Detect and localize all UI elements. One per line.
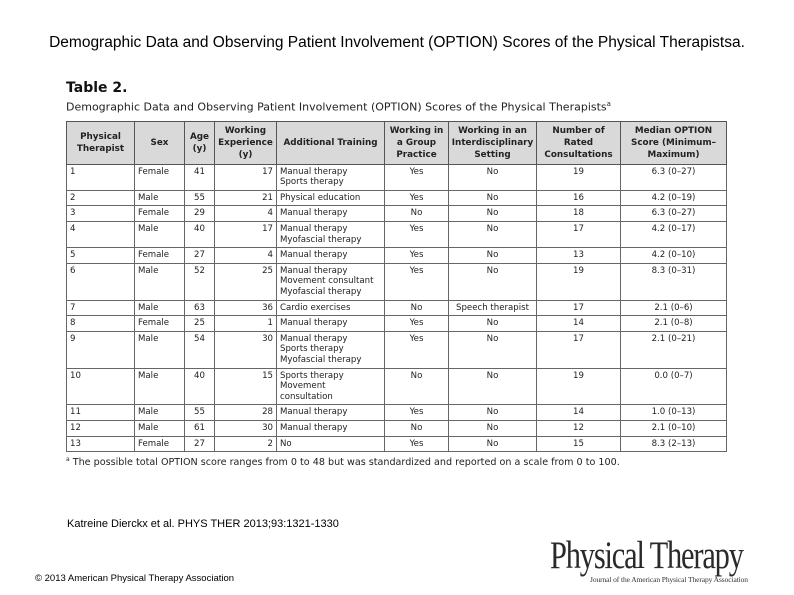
cell-training xyxy=(277,222,385,248)
cell-group-practice: Yes xyxy=(385,331,449,368)
training-item: No xyxy=(280,438,292,449)
cell-training xyxy=(277,405,385,421)
cell-age: 63 xyxy=(185,300,215,316)
table-row xyxy=(67,206,727,222)
cell-therapist: 5 xyxy=(67,248,135,264)
journal-logo-name: Physical Therapy xyxy=(550,534,743,577)
cell-consultations: 17 xyxy=(537,222,621,248)
training-item: Movement consultation xyxy=(280,381,333,402)
training-item: Manual therapy xyxy=(280,265,348,276)
cell-sex: Male xyxy=(135,190,185,206)
table-row xyxy=(67,222,727,248)
table-row xyxy=(67,190,727,206)
cell-age: 27 xyxy=(185,436,215,452)
table-row xyxy=(67,300,727,316)
cell-option-score: 2.1 (0–6) xyxy=(621,300,727,316)
table-row xyxy=(67,164,727,190)
cell-sex: Male xyxy=(135,263,185,300)
table-row xyxy=(67,331,727,368)
training-item: Movement consultant xyxy=(280,276,374,287)
cell-consultations: 13 xyxy=(537,248,621,264)
cell-consultations: 15 xyxy=(537,436,621,452)
cell-interdisciplinary: No xyxy=(449,331,537,368)
cell-age: 29 xyxy=(185,206,215,222)
cell-therapist: 13 xyxy=(67,436,135,452)
cell-option-score: 4.2 (0–10) xyxy=(621,248,727,264)
cell-group-practice: No xyxy=(385,300,449,316)
cell-therapist: 2 xyxy=(67,190,135,206)
cell-group-practice: Yes xyxy=(385,263,449,300)
cell-group-practice: Yes xyxy=(385,248,449,264)
header-row xyxy=(67,121,727,164)
cell-group-practice: No xyxy=(385,206,449,222)
cell-option-score: 8.3 (2–13) xyxy=(621,436,727,452)
cell-therapist: 3 xyxy=(67,206,135,222)
cell-training xyxy=(277,248,385,264)
copyright-notice: © 2013 American Physical Therapy Association xyxy=(35,573,235,584)
header-physical-therapist: Physical Therapist xyxy=(67,121,135,164)
cell-sex: Female xyxy=(135,164,185,190)
demographic-data-table xyxy=(66,121,727,452)
cell-sex: Female xyxy=(135,206,185,222)
training-item: Sports therapy xyxy=(280,370,344,381)
header-age: Age (y) xyxy=(185,121,215,164)
cell-sex: Male xyxy=(135,368,185,405)
cell-option-score: 4.2 (0–17) xyxy=(621,222,727,248)
cell-sex: Female xyxy=(135,248,185,264)
cell-therapist: 8 xyxy=(67,316,135,332)
cell-consultations: 14 xyxy=(537,405,621,421)
training-item: Manual therapy xyxy=(280,333,348,344)
cell-training xyxy=(277,316,385,332)
table-row xyxy=(67,436,727,452)
cell-option-score: 1.0 (0–13) xyxy=(621,405,727,421)
table-row xyxy=(67,405,727,421)
cell-interdisciplinary: No xyxy=(449,206,537,222)
table-row xyxy=(67,263,727,300)
cell-option-score: 8.3 (0–31) xyxy=(621,263,727,300)
table-footnote xyxy=(66,456,726,468)
journal-logo xyxy=(550,536,784,586)
footnote-mark: a xyxy=(66,456,70,464)
cell-group-practice: Yes xyxy=(385,436,449,452)
cell-therapist: 11 xyxy=(67,405,135,421)
cell-experience: 30 xyxy=(215,331,277,368)
cell-age: 27 xyxy=(185,248,215,264)
cell-sex: Female xyxy=(135,316,185,332)
cell-therapist: 7 xyxy=(67,300,135,316)
cell-consultations: 19 xyxy=(537,368,621,405)
training-item: Sports therapy xyxy=(280,177,344,188)
training-item: Manual therapy xyxy=(280,422,348,433)
cell-training xyxy=(277,263,385,300)
cell-sex: Male xyxy=(135,331,185,368)
cell-age: 40 xyxy=(185,368,215,405)
cell-consultations: 17 xyxy=(537,331,621,368)
cell-group-practice: Yes xyxy=(385,405,449,421)
cell-experience: 4 xyxy=(215,248,277,264)
cell-consultations: 19 xyxy=(537,164,621,190)
cell-interdisciplinary: No xyxy=(449,420,537,436)
cell-group-practice: Yes xyxy=(385,164,449,190)
cell-training xyxy=(277,436,385,452)
table-label: Table 2. xyxy=(66,80,128,96)
cell-interdisciplinary: No xyxy=(449,190,537,206)
cell-interdisciplinary: No xyxy=(449,164,537,190)
cell-experience: 17 xyxy=(215,222,277,248)
cell-experience: 30 xyxy=(215,420,277,436)
cell-experience: 1 xyxy=(215,316,277,332)
cell-training xyxy=(277,331,385,368)
cell-consultations: 16 xyxy=(537,190,621,206)
header-working-experience: Working Experience (y) xyxy=(215,121,277,164)
cell-group-practice: Yes xyxy=(385,222,449,248)
cell-interdisciplinary: No xyxy=(449,436,537,452)
cell-consultations: 17 xyxy=(537,300,621,316)
cell-therapist: 4 xyxy=(67,222,135,248)
training-item: Manual therapy xyxy=(280,224,348,235)
cell-consultations: 18 xyxy=(537,206,621,222)
cell-consultations: 12 xyxy=(537,420,621,436)
cell-training xyxy=(277,420,385,436)
header-sex: Sex xyxy=(135,121,185,164)
table-figure xyxy=(66,80,726,468)
cell-option-score: 2.1 (0–10) xyxy=(621,420,727,436)
training-item: Myofascial therapy xyxy=(280,234,362,245)
cell-age: 55 xyxy=(185,405,215,421)
table-body xyxy=(67,164,727,451)
header-group-practice: Working in a Group Practice xyxy=(385,121,449,164)
cell-training xyxy=(277,164,385,190)
cell-consultations: 19 xyxy=(537,263,621,300)
cell-consultations: 14 xyxy=(537,316,621,332)
training-item: Sports therapy xyxy=(280,344,344,355)
cell-age: 25 xyxy=(185,316,215,332)
cell-experience: 4 xyxy=(215,206,277,222)
cell-interdisciplinary: No xyxy=(449,222,537,248)
table-row xyxy=(67,248,727,264)
cell-age: 61 xyxy=(185,420,215,436)
training-item: Cardio exercises xyxy=(280,302,351,313)
cell-sex: Male xyxy=(135,405,185,421)
table-caption-text: Demographic Data and Observing Patient Involvement (OPTION) Scores of the Physical Therapists xyxy=(66,100,607,114)
cell-age: 54 xyxy=(185,331,215,368)
cell-training xyxy=(277,190,385,206)
cell-therapist: 9 xyxy=(67,331,135,368)
cell-group-practice: No xyxy=(385,420,449,436)
cell-experience: 25 xyxy=(215,263,277,300)
cell-therapist: 6 xyxy=(67,263,135,300)
cell-option-score: 0.0 (0–7) xyxy=(621,368,727,405)
cell-training xyxy=(277,206,385,222)
cell-age: 41 xyxy=(185,164,215,190)
training-item: Myofascial therapy xyxy=(280,287,362,297)
cell-age: 40 xyxy=(185,222,215,248)
training-item: Manual therapy xyxy=(280,407,348,418)
table-header xyxy=(67,121,727,164)
training-item: Manual therapy xyxy=(280,318,348,329)
cell-interdisciplinary: No xyxy=(449,263,537,300)
cell-sex: Male xyxy=(135,300,185,316)
table-row xyxy=(67,420,727,436)
cell-option-score: 6.3 (0–27) xyxy=(621,164,727,190)
training-item: Manual therapy xyxy=(280,166,348,177)
cell-therapist: 12 xyxy=(67,420,135,436)
cell-training xyxy=(277,368,385,405)
training-item: Physical education xyxy=(280,192,361,203)
table-caption xyxy=(66,97,726,115)
cell-group-practice: No xyxy=(385,368,449,405)
cell-group-practice: Yes xyxy=(385,316,449,332)
cell-therapist: 10 xyxy=(67,368,135,405)
cell-interdisciplinary: No xyxy=(449,368,537,405)
table-row xyxy=(67,368,727,405)
cell-sex: Female xyxy=(135,436,185,452)
slide-title: Demographic Data and Observing Patient Involvement (OPTION) Scores of the Physical Therapistsa. xyxy=(49,34,745,51)
cell-sex: Male xyxy=(135,420,185,436)
journal-logo-subtitle: Journal of the American Physical Therapy Association xyxy=(590,575,748,584)
cell-therapist: 1 xyxy=(67,164,135,190)
header-median-option-score: Median OPTION Score (Minimum–Maximum) xyxy=(621,121,727,164)
cell-interdisciplinary: No xyxy=(449,316,537,332)
training-item: Manual therapy xyxy=(280,250,348,261)
cell-experience: 15 xyxy=(215,368,277,405)
table-caption-footnote-mark: a xyxy=(606,100,611,108)
training-item: Myofascial therapy xyxy=(280,354,362,365)
cell-experience: 2 xyxy=(215,436,277,452)
header-interdisciplinary-setting: Working in an Interdisciplinary Setting xyxy=(449,121,537,164)
cell-interdisciplinary: No xyxy=(449,248,537,264)
cell-interdisciplinary: Speech therapist xyxy=(449,300,537,316)
cell-option-score: 2.1 (0–8) xyxy=(621,316,727,332)
header-additional-training: Additional Training xyxy=(277,121,385,164)
cell-age: 55 xyxy=(185,190,215,206)
cell-age: 52 xyxy=(185,263,215,300)
cell-sex: Male xyxy=(135,222,185,248)
cell-interdisciplinary: No xyxy=(449,405,537,421)
cell-option-score: 4.2 (0–19) xyxy=(621,190,727,206)
cell-group-practice: Yes xyxy=(385,190,449,206)
cell-experience: 28 xyxy=(215,405,277,421)
footnote-text: The possible total OPTION score ranges from 0 to 48 but was standardized and reported on a scale from 0 to 100. xyxy=(69,457,620,469)
citation: Katreine Dierckx et al. PHYS THER 2013;93:1321-1330 xyxy=(67,518,339,530)
table-row xyxy=(67,316,727,332)
cell-experience: 36 xyxy=(215,300,277,316)
cell-option-score: 6.3 (0–27) xyxy=(621,206,727,222)
cell-training xyxy=(277,300,385,316)
training-item: Manual therapy xyxy=(280,208,348,219)
cell-experience: 17 xyxy=(215,164,277,190)
header-rated-consultations: Number of Rated Consultations xyxy=(537,121,621,164)
cell-option-score: 2.1 (0–21) xyxy=(621,331,727,368)
cell-experience: 21 xyxy=(215,190,277,206)
